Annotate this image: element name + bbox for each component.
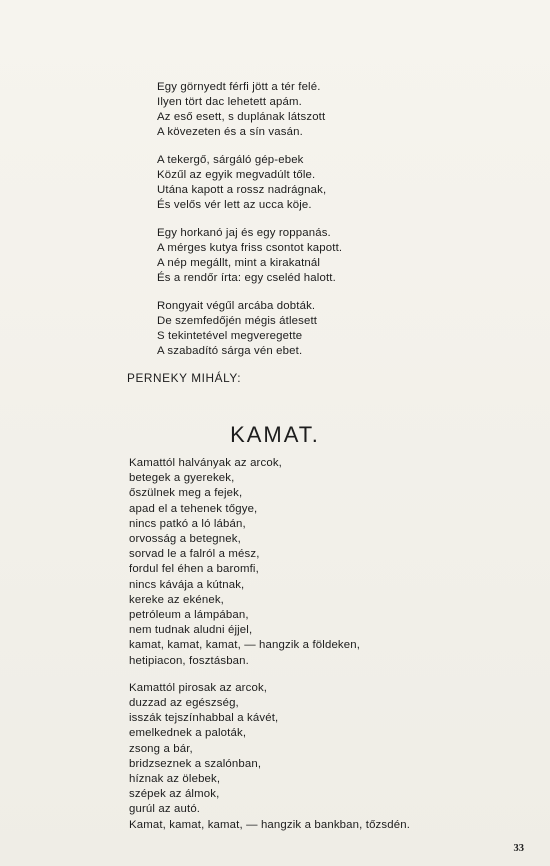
poem-line: Az eső esett, s duplának látszott [157,111,326,123]
poem-stanza [129,681,449,833]
poem-line: nincs kávája a kútnak, [129,578,245,591]
poem-first [157,80,427,359]
poem-line: apad el a tehenek tőgye, [129,502,258,515]
poem-line: kamat, kamat, kamat, — hangzik a földeken, [129,639,361,652]
poem-line: hetipiacon, fosztásban. [129,654,249,667]
poem-line: Rongyait végűl arcába dobták. [157,300,316,312]
poem-stanza [157,153,427,213]
poem-line: betegek a gyerekek, [129,472,235,485]
poem-line: zsong a bár, [129,742,193,755]
poem-line: orvosság a betegnek, [129,533,241,546]
poem-kamat [129,456,449,833]
poem-line: S tekintetével megveregette [157,330,303,342]
poem-stanza [129,456,449,669]
poem-line: És velős vér lett az ucca köje. [157,199,312,211]
poem-line: emelkednek a paloták, [129,727,247,740]
poem-line: Ilyen tört dac lehetett apám. [157,96,302,108]
poem-stanza [157,299,427,359]
poem-line: A szabadító sárga vén ebet. [157,345,303,357]
poem-line: kereke az ekének, [129,593,224,606]
poem-line: De szemfedőjén mégis átlesett [157,315,318,327]
page-number: 33 [513,843,524,854]
poem-line: nincs patkó a ló lábán, [129,517,246,530]
poem-stanza [157,226,427,286]
author-name: PERNEKY MIHÁLY: [127,371,242,385]
poem-title: KAMAT. [230,422,320,447]
poem-line: fordul fel éhen a baromfi, [129,563,259,576]
poem-line: A mérges kutya friss csontot kapott. [157,242,343,254]
poem-line: gurúl az autó. [129,803,201,816]
poem-line: petróleum a lámpában, [129,609,249,622]
poem-line: szépek az álmok, [129,788,220,801]
poem-line: És a rendőr írta: egy cseléd halott. [157,272,336,284]
poem-line: A tekergő, sárgáló gép-ebek [157,154,304,166]
poem-line: Kamattól halványak az arcok, [129,457,282,469]
poem-line: nem tudnak aludni éjjel, [129,624,253,637]
poem-line: A kövezeten és a sín vasán. [157,126,303,138]
poem-line: sorvad le a falról a mész, [129,548,260,561]
poem-line: Kamat, kamat, kamat, — hangzik a bankban, tőzsdén. [129,818,411,831]
poem-line: híznak az ölebek, [129,773,221,786]
poem-stanza [157,80,427,140]
poem-line: Kamattól pirosak az arcok, [129,681,268,694]
poem-line: isszák tejszínhabbal a kávét, [129,712,279,725]
poem-line: őszülnek meg a fejek, [129,487,243,500]
poem-line: Egy horkanó jaj és egy roppanás. [157,227,331,239]
poem-line: duzzad az egészség, [129,697,239,710]
poem-line: Közűl az egyik megvadúlt tőle. [157,169,316,181]
poem-line: Egy görnyedt férfi jött a tér felé. [157,81,321,93]
poem-line: bridzseznek a szalónban, [129,757,262,770]
poem-line: A nép megállt, mint a kirakatnál [157,257,321,269]
poem-line: Utána kapott a rossz nadrágnak, [157,184,327,196]
